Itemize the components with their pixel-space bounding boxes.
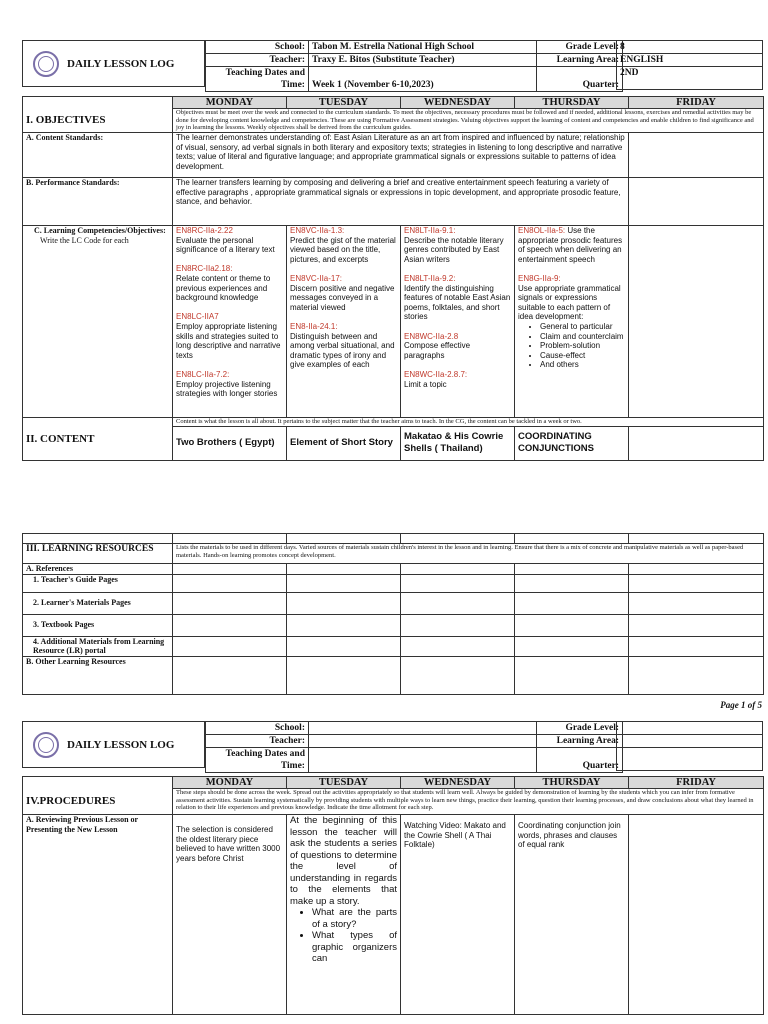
deped-seal-icon — [33, 732, 59, 758]
deped-seal-icon — [33, 51, 59, 77]
log-title: DAILY LESSON LOG — [67, 738, 175, 751]
teacher-label: Teacher: — [206, 54, 309, 67]
teacher-value: Traxy E. Bitos (Substitute Teacher) — [308, 54, 536, 67]
lc-code: EN8LT-IIa-9.1: — [404, 226, 456, 235]
competencies-friday — [629, 226, 764, 418]
day-monday: MONDAY — [173, 97, 287, 109]
references-label: A. References — [23, 564, 173, 575]
procedure-thursday: Coordinating conjunction join words, phrases and clauses of equal rank — [515, 815, 629, 1015]
lc-text: Use the appropriate prosodic features of speech when delivering an entertainment speech — [518, 226, 623, 264]
lc-text: Use appropriate grammatical signals or expressions suitable to each pattern of idea development: — [518, 283, 621, 322]
log-title: DAILY LESSON LOG — [67, 57, 175, 70]
header-logo-box-2 — [22, 721, 205, 768]
textbook-label: 3. Textbook Pages — [23, 614, 173, 636]
lc-text: Describe the notable literary genres contributed by East Asian writers — [404, 235, 504, 264]
procedure-friday — [629, 815, 764, 1015]
content-standards-label: A. Content Standards: — [23, 133, 173, 178]
grade-label: Grade Level: — [537, 41, 623, 54]
grade-value: 8 — [617, 41, 763, 54]
competencies-label — [23, 226, 173, 418]
lc-code: EN8RC-IIa2.18: — [176, 264, 233, 274]
content-tuesday: Element of Short Story — [287, 426, 401, 460]
page-number: Page 1 of 5 — [720, 700, 762, 710]
dates-value — [308, 748, 536, 773]
lc-code: EN8LC-IIa-7.2: — [176, 369, 230, 379]
lc-text: Identify the distinguishing features of notable East Asian poems, folktales, and short stories — [404, 283, 511, 322]
objectives-title: I. OBJECTIVES — [23, 109, 173, 133]
day-wednesday: WEDNESDAY — [401, 97, 515, 109]
header-table — [205, 40, 623, 92]
day-friday: FRIDAY — [629, 777, 764, 789]
lc-code: EN8OL-IIa-5: — [518, 226, 566, 235]
area-label: Learning Area: — [537, 735, 623, 748]
lc-text: Employ projective listening strategies with longer stories — [176, 379, 278, 399]
lc-text: Limit a topic — [404, 379, 447, 389]
lc-text: Relate content or theme to previous experiences and background knowledge — [176, 273, 271, 303]
lc-code: EN8VC-IIa-17: — [290, 273, 343, 283]
procedure-monday: The selection is considered the oldest literary piece believed to have written 3000 years before Christ — [173, 815, 287, 1015]
teacher-label: Teacher: — [206, 735, 309, 748]
grade-label: Grade Level: — [537, 722, 623, 735]
lc-code: EN8LT-IIa-9.2: — [404, 273, 456, 283]
quarter-value: 2ND — [617, 67, 763, 90]
procedure-tuesday — [287, 815, 401, 1015]
competencies-tuesday — [287, 226, 401, 418]
story-questions-list — [290, 907, 397, 965]
dates-label: Teaching Dates and Time: — [206, 67, 309, 92]
procedure-tuesday-text: At the beginning of this lesson the teacher will ask the students a series of questions to determine the level of understanding in regards to the elements that make up a story. — [290, 815, 397, 907]
learners-materials-label: 2. Learner's Materials Pages — [23, 592, 173, 614]
lr-portal-label: 4. Additional Materials from Learning Resource (LR) portal — [23, 636, 173, 656]
day-tuesday: TUESDAY — [287, 777, 401, 789]
day-monday: MONDAY — [173, 777, 287, 789]
content-wednesday: Makatao & His Cowrie Shells ( Thailand) — [401, 426, 515, 460]
day-thursday: THURSDAY — [515, 777, 629, 789]
lc-text: Predict the gist of the material viewed based on the title, pictures, and excerpts — [290, 235, 396, 264]
list-item: • What types of graphic organizers can — [312, 930, 397, 965]
objectives-section — [22, 96, 763, 461]
resources-note: Lists the materials to be used in different days. Varied sources of materials sustain children's interest in the lesson and in learning. Ensure that there is a mix of concrete and manipulative materials as well as paper-based materials. Hands-on learning promotes concept development. — [173, 544, 764, 564]
school-value: Tabon M. Estrella National High School — [308, 41, 536, 54]
header-values-2 — [616, 721, 763, 771]
performance-standards-label: B. Performance Standards: — [23, 178, 173, 226]
day-tuesday: TUESDAY — [287, 97, 401, 109]
content-thursday: COORDINATING CONJUNCTIONS — [515, 426, 629, 460]
lc-text: Discern positive and negative messages conveyed in a material viewed — [290, 283, 395, 312]
lc-code: EN8LC-IIA7 — [176, 312, 219, 322]
other-resources-label: B. Other Learning Resources — [23, 656, 173, 694]
competencies-monday — [173, 226, 287, 418]
lc-text: Compose effective paragraphs — [404, 341, 471, 360]
lc-code: EN8-IIa-24.1: — [290, 321, 338, 331]
day-friday: FRIDAY — [629, 97, 764, 109]
lc-code: EN8VC-IIa-1.3: — [290, 226, 345, 235]
list-item: • And others — [540, 360, 625, 370]
competencies-label-1: C. Learning Competencies/Objectives: — [34, 226, 166, 235]
lc-code: EN8WC-IIa-2.8 — [404, 331, 459, 341]
procedure-wednesday: Watching Video: Makato and the Cowrie Shell ( A Thai Folktale) — [401, 815, 515, 1015]
day-wednesday: WEDNESDAY — [401, 777, 515, 789]
header-values — [616, 40, 763, 90]
competencies-wednesday — [401, 226, 515, 418]
competencies-label-2: Write the LC Code for each — [40, 235, 129, 245]
list-item: • Problem-solution — [540, 341, 625, 351]
lc-text: Employ appropriate listening skills and strategies suited to long descriptive and narrative texts — [176, 321, 281, 360]
day-thursday: THURSDAY — [515, 97, 629, 109]
procedures-note: These steps should be done across the week. Spread out the activities appropriately so that students will learn well. Always be guided by demonstration of learning by the students which you can infer from formative assessment activities. Sustain learning systematically by providing students with multiple ways to learn new things, practice their learning, question their learning processes, and draw conclusions about what they learned in relation to their life experiences and previous knowledge. Indicate the time allotment for each step. — [173, 789, 764, 815]
dates-label: Teaching Dates and Time: — [206, 748, 309, 773]
objectives-note: Objectives must be meet over the week and connected to the curriculum standards. To meet the objectives, necessary procedures must be followed and if needed, additional lessons, exercises and remedial activities may be done for developing content knowledge and competencies. These are using Formative Assessment strategies. Valuing objectives support the learning of content and competencies and enable children to find significance and joy in learning the lessons. Weekly objectives shall be derived from the curriculum guides. — [173, 109, 764, 133]
list-item: • General to particular — [540, 322, 625, 332]
teachers-guide-label: 1. Teacher's Guide Pages — [23, 574, 173, 592]
content-friday — [629, 426, 764, 460]
quarter-label: Quarter: — [537, 67, 623, 92]
school-label: School: — [206, 41, 309, 54]
list-item: • Claim and counterclaim — [540, 332, 625, 342]
idea-patterns-list — [518, 322, 625, 370]
teacher-value — [308, 735, 536, 748]
content-title: II. CONTENT — [23, 418, 173, 461]
procedures-section — [22, 776, 763, 1015]
lc-code: EN8RC-IIa-2.22 — [176, 226, 233, 235]
header-table-2 — [205, 721, 623, 773]
lc-code: EN8WC-IIa-2.8.7: — [404, 369, 468, 379]
dates-value: Week 1 (November 6-10,2023) — [308, 67, 536, 92]
content-monday: Two Brothers ( Egypt) — [173, 426, 287, 460]
content-standards-text: The learner demonstrates understanding of: East Asian Literature as an art from inspired and influenced by nature; relationship of visual, sensory, ad verbal signals in both literary and expository texts; strategies in listening to long descriptive and narrative texts; value of literal and figurative language; and appropriate grammatical signals or expressions suitable to patterns of idea development. — [173, 133, 629, 178]
area-label: Learning Area: — [537, 54, 623, 67]
school-label: School: — [206, 722, 309, 735]
content-note: Content is what the lesson is all about. It pertains to the subject matter that the teacher aims to teach. In the CG, the content can be tackled in a week or two. — [173, 418, 764, 427]
lc-text: Evaluate the personal significance of a literary text — [176, 235, 275, 255]
quarter-label: Quarter: — [537, 748, 623, 773]
lc-code: EN8G-IIa-9: — [518, 273, 561, 283]
list-item: • What are the parts of a story? — [312, 907, 397, 930]
resources-title: III. LEARNING RESOURCES — [23, 544, 173, 564]
lc-text: Distinguish between and among verbal situational, and dramatic types of irony and give examples of each — [290, 331, 395, 370]
resources-section — [22, 533, 763, 695]
area-value: ENGLISH — [617, 54, 763, 67]
procedures-title: IV.PROCEDURES — [23, 789, 173, 815]
list-item: • Cause-effect — [540, 351, 625, 361]
reviewing-lesson-label: A. Reviewing Previous Lesson or Presenting the New Lesson — [23, 815, 173, 1015]
school-value — [308, 722, 536, 735]
performance-standards-text: The learner transfers learning by composing and delivering a brief and creative entertainment speech featuring a variety of effective paragraphs , appropriate grammatical signals or expressions in topic development, and appropriate prosodic feature, stance, and behavior. — [173, 178, 629, 226]
header-logo-box — [22, 40, 205, 87]
competencies-thursday — [515, 226, 629, 418]
